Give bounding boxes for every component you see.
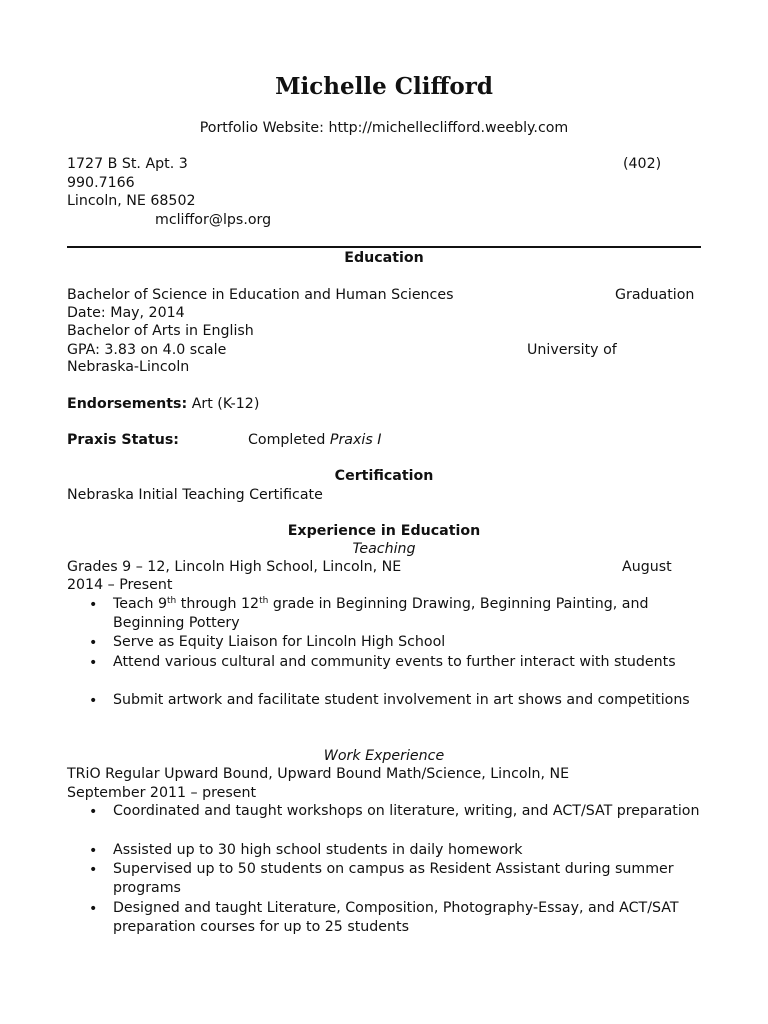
teaching-bullet-2: Serve as Equity Liaison for Lincoln High School [113, 634, 446, 650]
praxis-value: Praxis I [329, 432, 382, 448]
teaching-position: Grades 9 – 12, Lincoln High School, Lincoln, NE [67, 559, 402, 575]
bullet-marker: • [89, 597, 98, 613]
bullet-marker: • [89, 901, 98, 917]
bullet-marker: • [89, 693, 98, 709]
experience-heading: Experience in Education [287, 523, 481, 539]
work-bullet-4: Designed and taught Literature, Composition, Photography-Essay, and ACT/SAT preparation courses for up to 25 students [113, 900, 679, 935]
address-line-2: Lincoln, NE 68502 [67, 193, 196, 209]
teaching-bullet-1: Teach 9th through 12th grade in Beginning Drawing, Beginning Painting, and Beginning Pottery [113, 596, 649, 631]
bullet-marker: • [89, 862, 98, 878]
graduation-date: Date: May, 2014 [67, 305, 185, 321]
portfolio-website: Portfolio Website: http://michelleclifford.weebly.com [199, 120, 569, 136]
bullet-marker: • [89, 635, 98, 651]
work-position: TRiO Regular Upward Bound, Upward Bound Math/Science, Lincoln, NE [67, 766, 570, 782]
work-bullet-1: Coordinated and taught workshops on literature, writing, and ACT/SAT preparation [113, 803, 700, 819]
teaching-date-part-2: 2014 – Present [67, 577, 173, 593]
endorsements [67, 395, 259, 413]
degree-1: Bachelor of Science in Education and Human Sciences [67, 287, 454, 303]
phone-part-2: 990.7166 [67, 175, 135, 191]
certification-item: Nebraska Initial Teaching Certificate [67, 487, 323, 503]
bullet-marker: • [89, 804, 98, 820]
work-bullet-2: Assisted up to 30 high school students in daily homework [113, 842, 523, 858]
bullet-marker: • [89, 655, 98, 671]
endorsements-label: Endorsements: [67, 396, 188, 412]
graduation-label: Graduation [615, 287, 695, 303]
email-address: mcliffor@lps.org [155, 212, 272, 228]
degree-2: Bachelor of Arts in English [67, 323, 254, 339]
work-dates: September 2011 – present [67, 785, 257, 801]
gpa: GPA: 3.83 on 4.0 scale [67, 342, 227, 358]
phone-part-1: (402) [623, 156, 662, 172]
teaching-date-part-1: August [622, 559, 672, 575]
praxis-status [248, 431, 381, 449]
bullet-marker: • [89, 843, 98, 859]
university-part-2: Nebraska-Lincoln [67, 359, 190, 375]
praxis-label: Praxis Status: [67, 432, 179, 448]
teaching-subheading: Teaching [352, 541, 416, 557]
teaching-bullet-4: Submit artwork and facilitate student involvement in art shows and competitions [113, 692, 690, 708]
header-divider [67, 246, 701, 248]
education-heading: Education [344, 250, 424, 266]
address-line-1: 1727 B St. Apt. 3 [67, 156, 188, 172]
university-part-1: University of [527, 342, 617, 358]
teaching-bullet-3: Attend various cultural and community events to further interact with students [113, 654, 676, 670]
certification-heading: Certification [334, 468, 434, 484]
endorsements-value: Art (K-12) [191, 396, 260, 412]
work-bullet-3: Supervised up to 50 students on campus as Resident Assistant during summer programs [113, 861, 674, 896]
work-subheading: Work Experience [323, 748, 445, 764]
resume-name: Michelle Clifford [275, 73, 493, 100]
praxis-prefix: Completed [248, 432, 326, 448]
